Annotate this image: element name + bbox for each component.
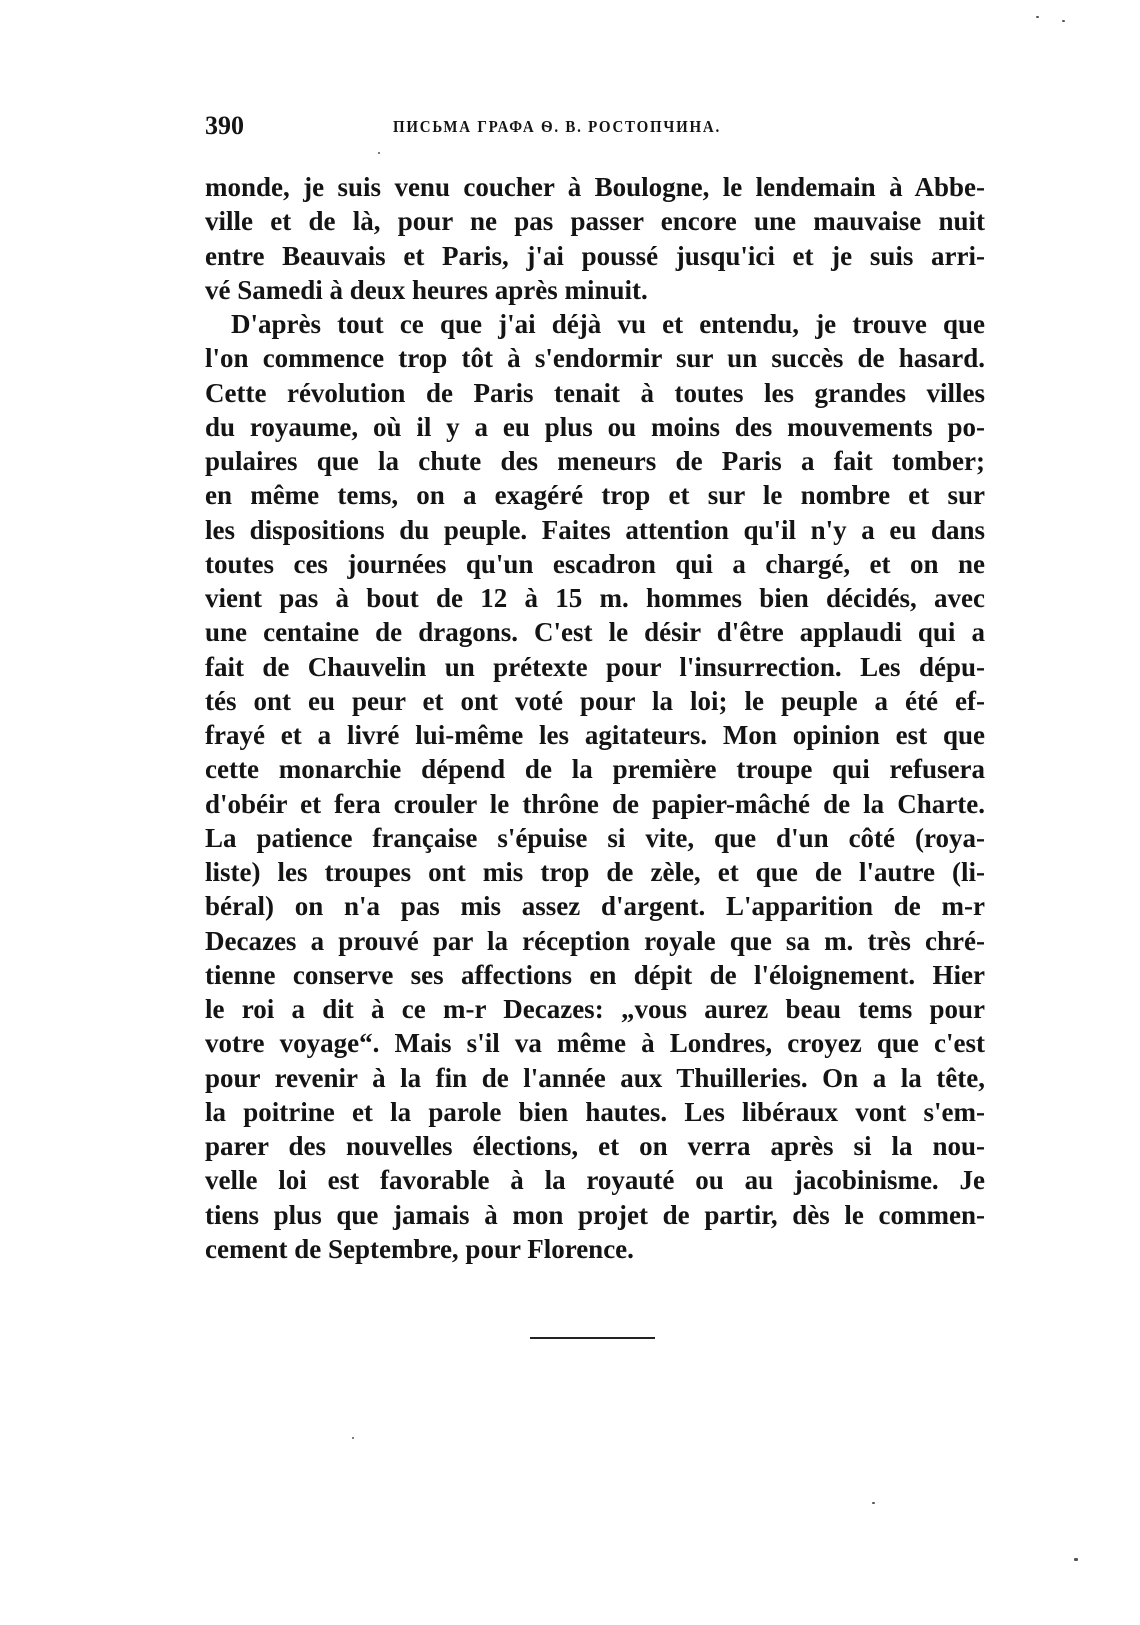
text-line: le roi a dit à ce m-r Decazes: „vous aurez beau tems pour [205,994,985,1024]
text-line: cette monarchie dépend de la première troupe qui refusera [205,754,985,785]
text-line: pulaires que la chute des meneurs de Paris a fait tomber; [205,446,985,476]
scan-speck [872,1502,875,1504]
text-line: Cette révolution de Paris tenait à toutes les grandes villes [205,377,985,408]
text-line: votre voyage“. Mais s'il va même à Londres, croyez que c'est [205,1028,985,1059]
scan-speck [1036,16,1039,18]
text-line: les dispositions du peuple. Faites attention qu'il n'y a eu dans [205,514,985,545]
text-line: toutes ces journées qu'un escadron qui a chargé, et on ne [205,548,985,579]
text-line: une centaine de dragons. C'est le désir d'être applaudi qui a [205,617,985,648]
running-head [205,108,985,144]
scan-speck [1062,20,1065,22]
scan-speck [378,152,380,154]
text-line: velle loi est favorable à la royauté ou au jacobinisme. Je [205,1165,985,1196]
text-line: monde, je suis venu coucher à Boulogne, le lendemain à Abbe- [205,172,985,202]
text-line: pour revenir à la fin de l'année aux Thuilleries. On a la tête, [205,1062,985,1093]
section-end-rule [530,1337,655,1339]
text-line: fait de Chauvelin un prétexte pour l'insurrection. Les dépu- [205,651,985,682]
scan-speck [352,1437,354,1439]
text-line: tienne conserve ses affections en dépit de l'éloignement. Hier [205,959,985,990]
text-line: La patience française s'épuise si vite, que d'un côté (roya- [205,822,985,853]
text-line: parer des nouvelles élections, et on verra après si la nou- [205,1131,985,1161]
page-number: 390 [205,111,244,140]
text-line: Decazes a prouvé par la réception royale que sa m. très chré- [205,925,985,956]
text-line: ville et de là, pour ne pas passer encore une mauvaise nuit [205,206,985,237]
running-title: ПИСЬМА ГРАФА Ѳ. В. РОСТОПЧИНА. [393,117,721,136]
letter-body [205,170,985,1266]
text-line: en même tems, on a exagéré trop et sur le nombre et sur [205,480,985,511]
text-line: frayé et a livré lui-même les agitateurs. Mon opinion est que [205,720,985,750]
text-line: vient pas à bout de 12 à 15 m. hommes bien décidés, avec [205,583,985,613]
text-line: l'on commence trop tôt à s'endormir sur un succès de hasard. [205,343,985,374]
text-line: d'obéir et fera crouler le thrône de papier-mâché de la Charte. [205,788,985,819]
text-line: du royaume, où il y a eu plus ou moins des mouvements po- [205,411,985,442]
text-line: liste) les troupes ont mis trop de zèle, et que de l'autre (li- [205,857,985,887]
scan-speck [1074,1558,1078,1561]
text-line: entre Beauvais et Paris, j'ai poussé jusqu'ici et je suis arri- [205,240,985,271]
text-line: tiens plus que jamais à mon projet de partir, dès le commen- [205,1199,985,1230]
paragraph-end-line: cement de Septembre, pour Florence. [205,1233,634,1264]
paragraph-start-line: D'après tout ce que j'ai déjà vu et entendu, je trouve que [231,309,985,339]
text-line: la poitrine et la parole bien hautes. Les libéraux vont s'em- [205,1096,985,1127]
paragraph-end-line: vé Samedi à deux heures après minuit. [205,274,648,305]
text-line: tés ont eu peur et ont voté pour la loi; le peuple a été ef- [205,685,985,716]
text-line: béral) on n'a pas mis assez d'argent. L'apparition de m-r [205,891,985,922]
